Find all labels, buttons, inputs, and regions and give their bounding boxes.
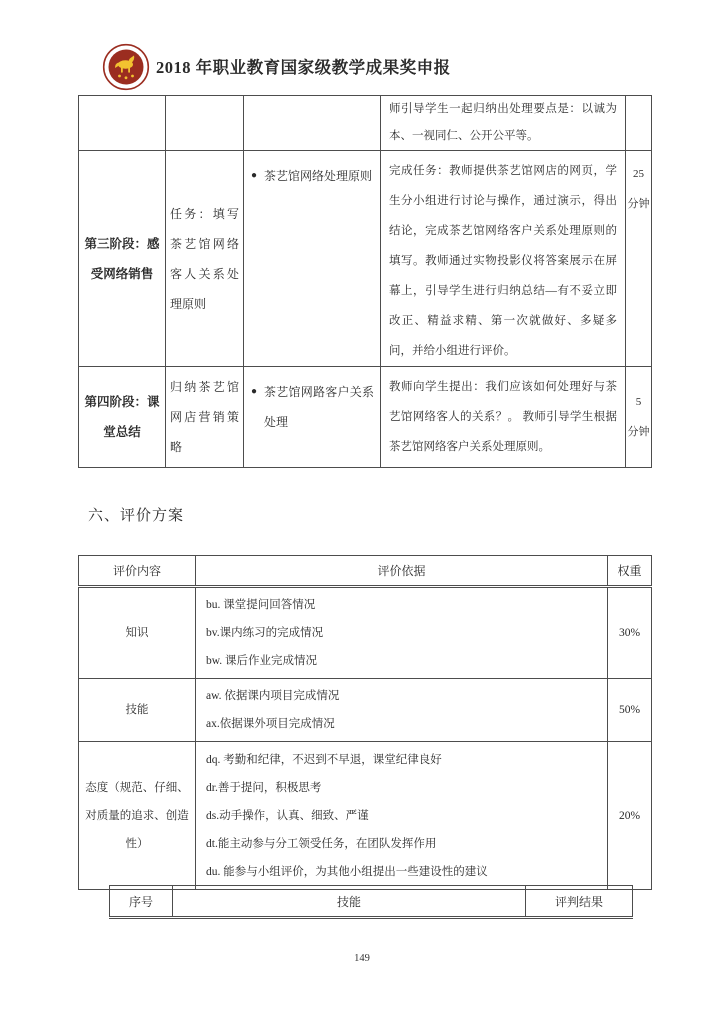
duration-cell [626,96,652,151]
col-header-content: 评价内容 [79,556,196,587]
description-cell: 完成任务：教师提供茶艺馆网店的网页，学生分小组进行讨论与操作，通过演示，得出结论，完成茶艺馆网络客户关系处理原则的填写。教师通过实物投影仪将答案展示在屏幕上，引导学生进行归纳总结—有不妥立即改正、精益求精、第一次就做好、多疑多问，并给小组进行评价。 [381,151,626,367]
content-cell: 知识 [79,587,196,679]
criteria-line: ds.动手操作，认真、细致、严谨 [206,809,369,822]
criteria-line: bw. 课后作业完成情况 [206,655,318,667]
table-row [79,96,652,151]
seal-icon [102,43,150,91]
weight-cell: 30% [608,587,652,679]
school-seal-logo [102,43,150,91]
point-text: 茶艺馆网路客户关系处理 [264,385,374,429]
criteria-line: aw. 依据课内项目完成情况 [206,690,340,702]
criteria-cell [196,742,608,890]
description-cell: 师引导学生一起归纳出处理要点是：以诚为本、一视同仁、公开公平等。 [381,96,626,151]
col-header-weight: 权重 [608,556,652,587]
duration-unit: 分钟 [627,426,650,438]
criteria-cell [196,679,608,742]
duration-unit: 分钟 [627,198,650,210]
lesson-plan-table [78,95,652,468]
task-cell: 任务：填写茶艺馆网络客人关系处理原则 [166,151,244,367]
table-row [79,587,652,679]
table-row [79,742,652,890]
point-cell [244,151,381,367]
duration-cell [626,151,652,367]
criteria-line: dr.善于提问，积极思考 [206,781,322,794]
col-header-result: 评判结果 [526,886,633,918]
table-row [79,151,652,367]
point-text: 茶艺馆网络处理原则 [264,169,373,183]
criteria-line: du. 能参与小组评价，为其他小组提出一些建设性的建议 [206,865,488,878]
criteria-line: bv.课内练习的完成情况 [206,627,324,639]
page-title: 2018 年职业教育国家级教学成果奖申报 [156,58,451,77]
criteria-line: bu. 课堂提问回答情况 [206,599,316,611]
stage-cell: 第四阶段：课堂总结 [79,367,166,468]
criteria-line: dt.能主动参与分工领受任务，在团队发挥作用 [206,837,437,850]
content-cell: 态度（规范、仔细、对质量的追求、创造性） [79,742,196,890]
content-cell: 技能 [79,679,196,742]
stage-cell: 第三阶段：感受网络销售 [79,151,166,367]
weight-cell: 50% [608,679,652,742]
evaluation-table [78,555,652,890]
point-cell [244,367,381,468]
col-header-number: 序号 [110,886,173,918]
col-header-criteria: 评价依据 [196,556,608,587]
criteria-cell [196,587,608,679]
table-row [79,367,652,468]
stage-cell [79,96,166,151]
duration-value: 5 [635,396,642,408]
duration-value: 25 [633,168,644,180]
weight-cell: 20% [608,742,652,890]
bullet-icon: ● [251,170,258,181]
task-cell: 归纳茶艺馆网店营销策略 [166,367,244,468]
criteria-line: ax.依据课外项目完成情况 [206,718,335,730]
section-heading: 六、评价方案 [88,508,185,524]
point-cell [244,96,381,151]
description-cell: 教师向学生提出：我们应该如何处理好与茶艺馆网络客人的关系？。 教师引导学生根据茶艺馆网络客户关系处理原则。 [381,367,626,468]
duration-cell [626,367,652,468]
criteria-line: dq. 考勤和纪律，不迟到不早退，课堂纪律良好 [206,753,442,766]
bullet-icon: ● [251,386,258,397]
task-cell [166,96,244,151]
skills-table [109,885,633,919]
table-header-row [79,556,652,587]
page-number: 149 [354,953,370,964]
table-row [79,679,652,742]
col-header-skill: 技能 [173,886,526,918]
table-header-row [110,886,633,918]
